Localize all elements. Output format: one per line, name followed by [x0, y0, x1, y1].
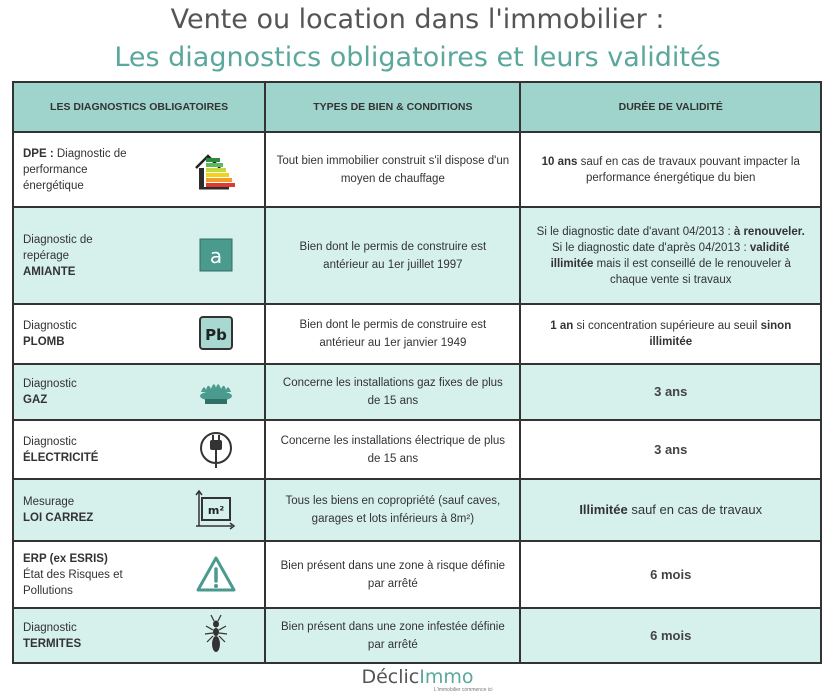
plomb-type: Bien dont le permis de construire est antérieur au 1er janvier 1949: [265, 304, 520, 364]
logo-part-2: Immo: [419, 666, 474, 688]
plomb-label-bold: PLOMB: [23, 336, 65, 348]
title-line-2: Les diagnostics obligatoires et leurs validités: [114, 42, 721, 73]
electricite-label-bold: ÉLECTRICITÉ: [23, 451, 99, 464]
row-loi-carrez: [13, 479, 821, 541]
electricite-label: Diagnostic: [23, 435, 77, 448]
amiante-type: Bien dont le permis de construire est antérieur au 1er juillet 1997: [265, 207, 520, 304]
amiante-label: Diagnostic de repérage: [23, 233, 93, 262]
logo-tagline: L'immobilier commence ici: [434, 687, 493, 693]
amiante-label-bold: AMIANTE: [23, 265, 76, 278]
row-termites: [13, 608, 821, 663]
plomb-label: Diagnostic: [23, 320, 77, 332]
plomb-val-b2: sinon illimitée: [649, 320, 792, 348]
termite-icon: [192, 612, 240, 660]
lead-icon: [192, 310, 240, 358]
row-electricite: [13, 420, 821, 479]
row-amiante: [13, 207, 821, 304]
plomb-val-b1: 1 an: [550, 320, 574, 332]
gaz-type: Concerne les installations gaz fixes de plus de 15 ans: [265, 364, 520, 420]
asbestos-icon-text: a: [209, 243, 223, 268]
amiante-val-p2: Si le diagnostic date d'après 04/2013 :: [552, 241, 750, 254]
dpe-validity-text: sauf en cas de travaux pouvant impacter la performance énergétique du bien: [577, 155, 800, 184]
dpe-validity: [520, 132, 821, 207]
carrez-val-bold: Illimitée: [579, 502, 628, 517]
erp-label-bold: ERP (ex ESRIS): [23, 552, 108, 565]
erp-label: État des Risques et Pollutions: [23, 568, 123, 597]
header-types: TYPES DE BIEN & CONDITIONS: [265, 82, 520, 132]
electricite-type: Concerne les installations électrique de plus de 15 ans: [265, 420, 520, 479]
amiante-val-p3: mais il est conseillé de le renouveler à chaque vente si travaux: [593, 257, 791, 286]
gaz-name-cell: [13, 364, 265, 420]
carrez-val-text: sauf en cas de travaux: [627, 502, 763, 517]
diagnostics-table: [12, 81, 822, 664]
dpe-name-cell: [13, 132, 265, 207]
termites-label: Diagnostic: [23, 621, 77, 634]
termites-label-bold: TERMITES: [23, 637, 82, 650]
carrez-label: Mesurage: [23, 496, 75, 508]
electricite-validity: 3 ans: [520, 420, 821, 479]
asbestos-icon: [192, 232, 240, 280]
dpe-label-bold: DPE :: [23, 147, 57, 160]
electricite-name-cell: [13, 420, 265, 479]
gas-burner-icon: [192, 368, 240, 416]
carrez-name-cell: [13, 479, 265, 541]
erp-name-cell: [13, 541, 265, 608]
row-dpe: [13, 132, 821, 207]
erp-type: Bien présent dans une zone à risque définie par arrêté: [265, 541, 520, 608]
amiante-validity: [520, 207, 821, 304]
dpe-type: Tout bien immobilier construit s'il dispose d'un moyen de chauffage: [265, 132, 520, 207]
amiante-val-p1: Si le diagnostic date d'avant 04/2013 :: [536, 225, 734, 238]
gaz-label: Diagnostic: [23, 378, 77, 390]
energy-house-icon: [192, 146, 240, 194]
title-line-1: Vente ou location dans l'immobilier :: [170, 4, 665, 35]
gaz-validity: 3 ans: [520, 364, 821, 420]
area-icon: [192, 486, 240, 534]
termites-validity: 6 mois: [520, 608, 821, 663]
dpe-validity-bold: 10 ans: [541, 155, 578, 168]
amiante-val-b1: à renouveler.: [733, 225, 805, 238]
erp-validity: 6 mois: [520, 541, 821, 608]
amiante-val-b2: validité illimitée: [550, 241, 790, 270]
row-gaz: [13, 364, 821, 420]
declicimmo-logo: [0, 666, 835, 688]
plomb-val-text: si concentration supérieure au seuil: [573, 320, 761, 332]
amiante-name-cell: [13, 207, 265, 304]
carrez-validity: [520, 479, 821, 541]
warning-icon: [192, 551, 240, 599]
carrez-label-bold: LOI CARREZ: [23, 512, 94, 524]
termites-name-cell: [13, 608, 265, 663]
row-erp: [13, 541, 821, 608]
plug-icon: [192, 426, 240, 474]
termites-type: Bien présent dans une zone infestée définie par arrêté: [265, 608, 520, 663]
row-plomb: [13, 304, 821, 364]
area-icon-text: m²: [207, 504, 225, 517]
header-validity: DURÉE DE VALIDITÉ: [520, 82, 821, 132]
plomb-validity: [520, 304, 821, 364]
header-diagnostics: LES DIAGNOSTICS OBLIGATOIRES: [13, 82, 265, 132]
lead-icon-text: Pb: [205, 326, 227, 344]
gaz-label-bold: GAZ: [23, 394, 48, 406]
logo-part-1: Déclic: [361, 666, 420, 688]
dpe-label: Diagnostic de performance énergétique: [23, 147, 127, 192]
carrez-type: Tous les biens en copropriété (sauf caves, garages et lots inférieurs à 8m²): [265, 479, 520, 541]
plomb-name-cell: [13, 304, 265, 364]
table-header-row: [13, 82, 821, 132]
